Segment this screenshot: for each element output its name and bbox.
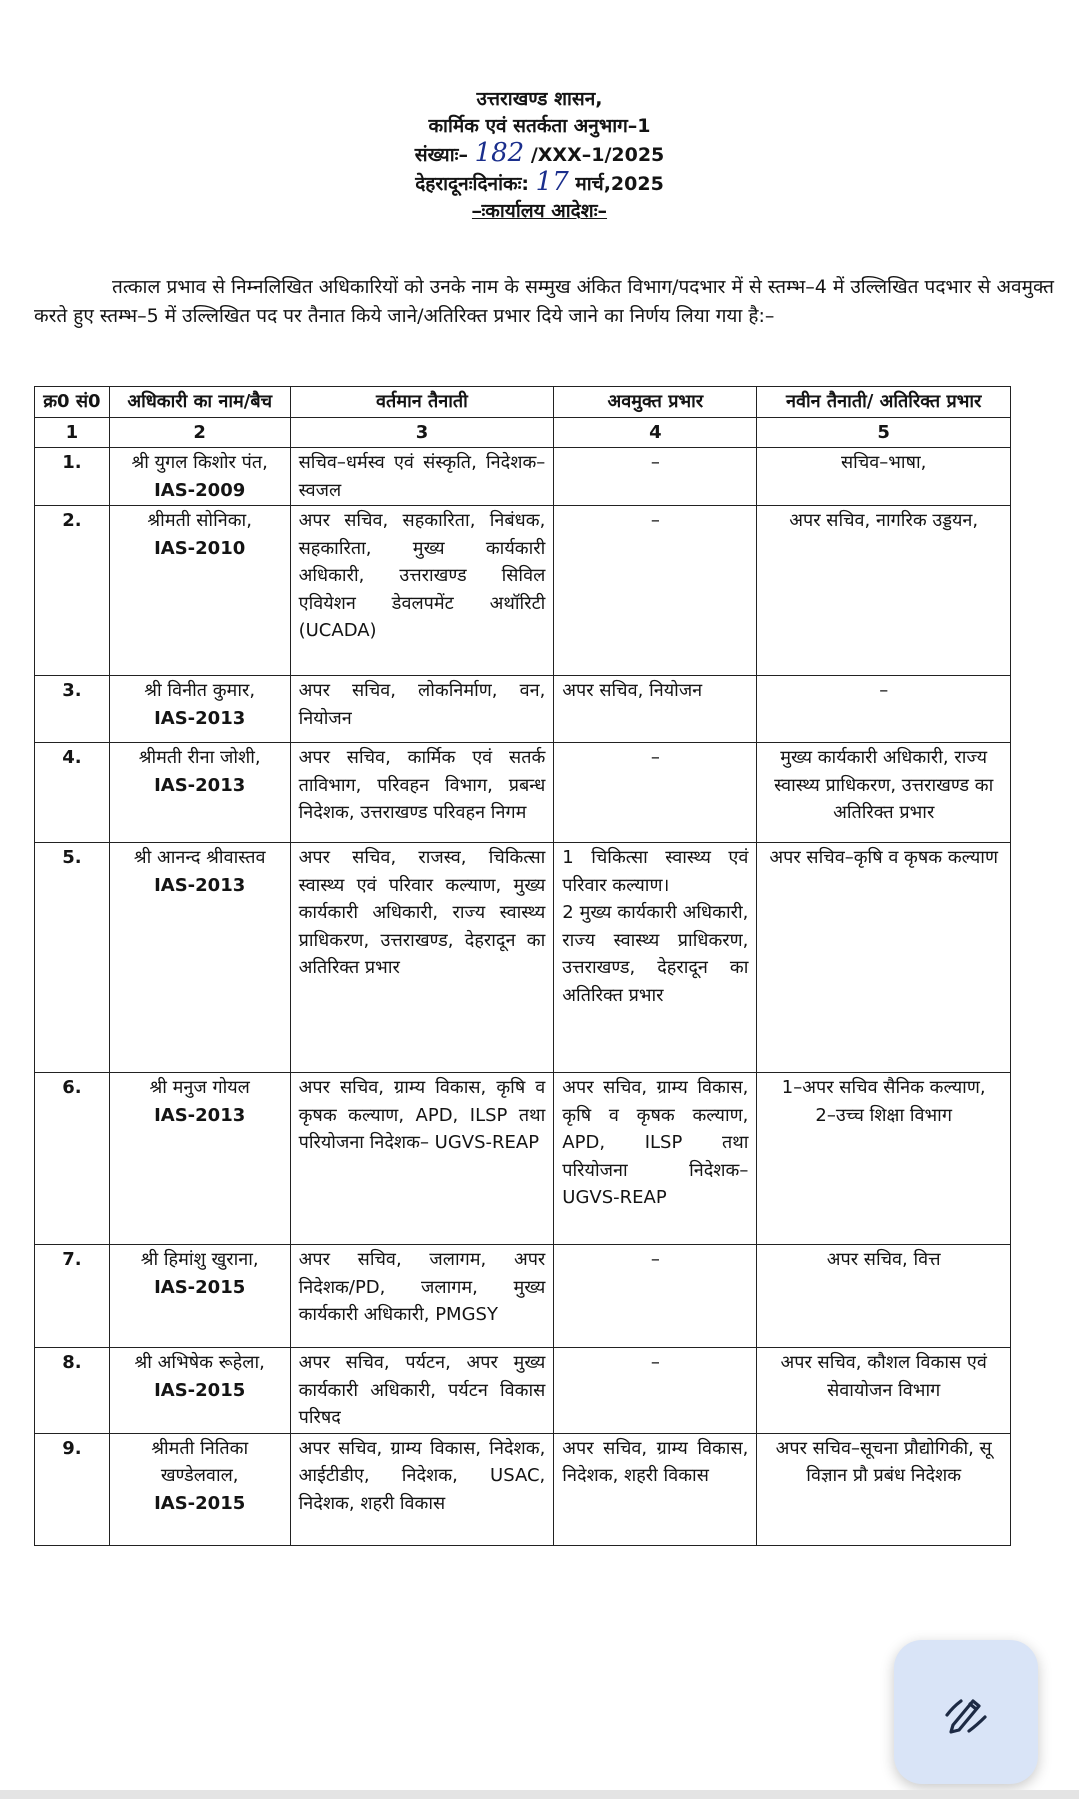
current-posting: अपर सचिव, जलागम, अपर निदेशक/PD, जलागम, मुख्य कार्यकारी अधिकारी, PMGSY (290, 1245, 554, 1348)
row-sn: 7. (35, 1245, 110, 1348)
current-posting: अपर सचिव, पर्यटन, अपर मुख्य कार्यकारी अधिकारी, पर्यटन विकास परिषद (290, 1348, 554, 1434)
table-header-row (35, 387, 1011, 418)
officer-batch: IAS-2009 (154, 479, 246, 501)
relieved-charge: 1 चिकित्सा स्वास्थ्य एवं परिवार कल्याण। 2 मुख्य कार्यकारी अधिकारी, राज्य स्वास्थ्य प्राधिकरण, उत्तराखण्ड, देहरादून का अतिरिक्त प्रभार (554, 843, 757, 1073)
officer-cell (109, 1348, 290, 1434)
current-posting: अपर सचिव, लोकनिर्माण, वन, नियोजन (290, 676, 554, 743)
new-posting: अपर सचिव, नागरिक उड्डयन, (757, 506, 1011, 676)
officer-batch: IAS-2013 (154, 874, 246, 896)
relieved-charge: – (554, 1348, 757, 1434)
table-row (35, 743, 1011, 843)
officer-batch: IAS-2013 (154, 1104, 246, 1126)
edit-button[interactable] (894, 1640, 1038, 1784)
relieved-charge: – (554, 743, 757, 843)
intro-paragraph: तत्काल प्रभाव से निम्नलिखित अधिकारियों को उनके नाम के सम्मुख अंकित विभाग/पदभार में से स्तम्भ–4 में उल्लिखित पदभार से अवमुक्त करते हुए स्तम्भ–5 में उल्लिखित पद पर तैनात किये जाने/अतिरिक्त प्रभार दिये जाने का निर्णय लिया गया है:– (34, 276, 1054, 327)
table-row (35, 1245, 1011, 1348)
new-posting: अपर सचिव, वित्त (757, 1245, 1011, 1348)
officer-batch: IAS-2013 (154, 774, 246, 796)
table-row (35, 1348, 1011, 1434)
current-posting: अपर सचिव, ग्राम्य विकास, कृषि व कृषक कल्याण, APD, ILSP तथा परियोजना निदेशक– UGVS-REAP (290, 1073, 554, 1245)
new-posting: अपर सचिव, कौशल विकास एवं सेवायोजन विभाग (757, 1348, 1011, 1434)
officer-name: श्री युगल किशोर पंत, (131, 452, 268, 473)
officer-name: श्रीमती नितिका खण्डेलवाल, (151, 1437, 249, 1486)
relieved-charge: अपर सचिव, नियोजन (554, 676, 757, 743)
relieved-charge: अपर सचिव, ग्राम्य विकास, निदेशक, शहरी विकास (554, 1433, 757, 1545)
officer-cell (109, 843, 290, 1073)
table-row (35, 843, 1011, 1073)
order-title: –ःकार्यालय आदेशः– (471, 200, 608, 222)
current-posting: अपर सचिव, कार्मिक एवं सतर्क ताविभाग, परिवहन विभाग, प्रबन्ध निदेशक, उत्तराखण्ड परिवहन निगम (290, 743, 554, 843)
new-posting: मुख्य कार्यकारी अधिकारी, राज्य स्वास्थ्य प्राधिकरण, उत्तराखण्ड का अतिरिक्त प्रभार (757, 743, 1011, 843)
row-sn: 8. (35, 1348, 110, 1434)
new-posting: अपर सचिव–सूचना प्रौद्योगिकी, सू विज्ञान प्रौ प्रबंध निदेशक (757, 1433, 1011, 1545)
row-sn: 1. (35, 448, 110, 506)
col-number: 2 (109, 417, 290, 448)
officer-cell (109, 676, 290, 743)
row-sn: 2. (35, 506, 110, 676)
header-sn: क्र0 सं0 (35, 387, 110, 418)
header-section: कार्मिक एवं सतर्कता अनुभाग–1 (428, 115, 651, 137)
handwritten-date: 17 (535, 167, 569, 197)
table-row (35, 448, 1011, 506)
header-government: उत्तराखण्ड शासन, (476, 88, 603, 110)
officer-cell (109, 1245, 290, 1348)
officer-cell (109, 448, 290, 506)
row-sn: 9. (35, 1433, 110, 1545)
table-row (35, 506, 1011, 676)
new-posting: 1–अपर सचिव सैनिक कल्याण, 2–उच्च शिक्षा विभाग (757, 1073, 1011, 1245)
officer-batch: IAS-2015 (154, 1379, 246, 1401)
relieved-charge: – (554, 1245, 757, 1348)
header-relieved: अवमुक्त प्रभार (554, 387, 757, 418)
officer-name: श्री हिमांशु खुराना, (140, 1249, 259, 1270)
table-row (35, 676, 1011, 743)
row-sn: 3. (35, 676, 110, 743)
officer-cell (109, 1433, 290, 1545)
current-posting: अपर सचिव, सहकारिता, निबंधक, सहकारिता, मुख्य कार्यकारी अधिकारी, उत्तराखण्ड सिविल एवियेशन डेवलपमेंट अथॉरिटी (UCADA) (290, 506, 554, 676)
officer-name: श्री विनीत कुमार, (144, 680, 256, 701)
table-row (35, 1073, 1011, 1245)
current-posting: अपर सचिव, राजस्व, चिकित्सा स्वास्थ्य एवं परिवार कल्याण, मुख्य कार्यकारी अधिकारी, राज्य स्वास्थ्य प्राधिकरण, उत्तराखण्ड, देहरादून का अतिरिक्त प्रभार (290, 843, 554, 1073)
header-name: अधिकारी का नाम/बैच (109, 387, 290, 418)
header-current: वर्तमान तैनाती (290, 387, 554, 418)
column-number-row (35, 417, 1011, 448)
officer-name: श्री अभिषेक रूहेला, (134, 1352, 265, 1373)
handwritten-number: 182 (474, 138, 525, 168)
col-number: 4 (554, 417, 757, 448)
officer-cell (109, 743, 290, 843)
row-sn: 4. (35, 743, 110, 843)
officer-batch: IAS-2013 (154, 707, 246, 729)
table-row (35, 1433, 1011, 1545)
edit-pen-icon (939, 1685, 993, 1739)
officer-cell (109, 1073, 290, 1245)
relieved-charge: अपर सचिव, ग्राम्य विकास, कृषि व कृषक कल्याण, APD, ILSP तथा परियोजना निदेशक– UGVS-REAP (554, 1073, 757, 1245)
new-posting: अपर सचिव–कृषि व कृषक कल्याण (757, 843, 1011, 1073)
current-posting: सचिव–धर्मस्व एवं संस्कृति, निदेशक–स्वजल (290, 448, 554, 506)
current-posting: अपर सचिव, ग्राम्य विकास, निदेशक, आईटीडीए, निदेशक, USAC, निदेशक, शहरी विकास (290, 1433, 554, 1545)
document-header (0, 86, 1079, 225)
row-sn: 5. (35, 843, 110, 1073)
header-new: नवीन तैनाती/ अतिरिक्त प्रभार (757, 387, 1011, 418)
new-posting: – (757, 676, 1011, 743)
row-sn: 6. (35, 1073, 110, 1245)
bottom-bar (0, 1790, 1079, 1799)
officer-cell (109, 506, 290, 676)
officer-name: श्री मनुज गोयल (149, 1077, 250, 1098)
header-date: देहरादूनःदिनांकः: 17 मार्च,2025 (415, 167, 664, 197)
relieved-charge: – (554, 448, 757, 506)
col-number: 3 (290, 417, 554, 448)
new-posting: सचिव–भाषा, (757, 448, 1011, 506)
header-number: संख्याः– 182 /XXX–1/2025 (414, 138, 665, 168)
officer-name: श्रीमती सोनिका, (147, 510, 252, 531)
transfer-table (34, 386, 1011, 1546)
officer-batch: IAS-2015 (154, 1276, 246, 1298)
officer-name: श्रीमती रीना जोशी, (138, 747, 261, 768)
col-number: 1 (35, 417, 110, 448)
col-number: 5 (757, 417, 1011, 448)
officer-batch: IAS-2010 (154, 537, 246, 559)
relieved-charge: – (554, 506, 757, 676)
officer-name: श्री आनन्द श्रीवास्तव (133, 847, 266, 868)
officer-batch: IAS-2015 (154, 1492, 246, 1514)
table-body (35, 448, 1011, 1546)
